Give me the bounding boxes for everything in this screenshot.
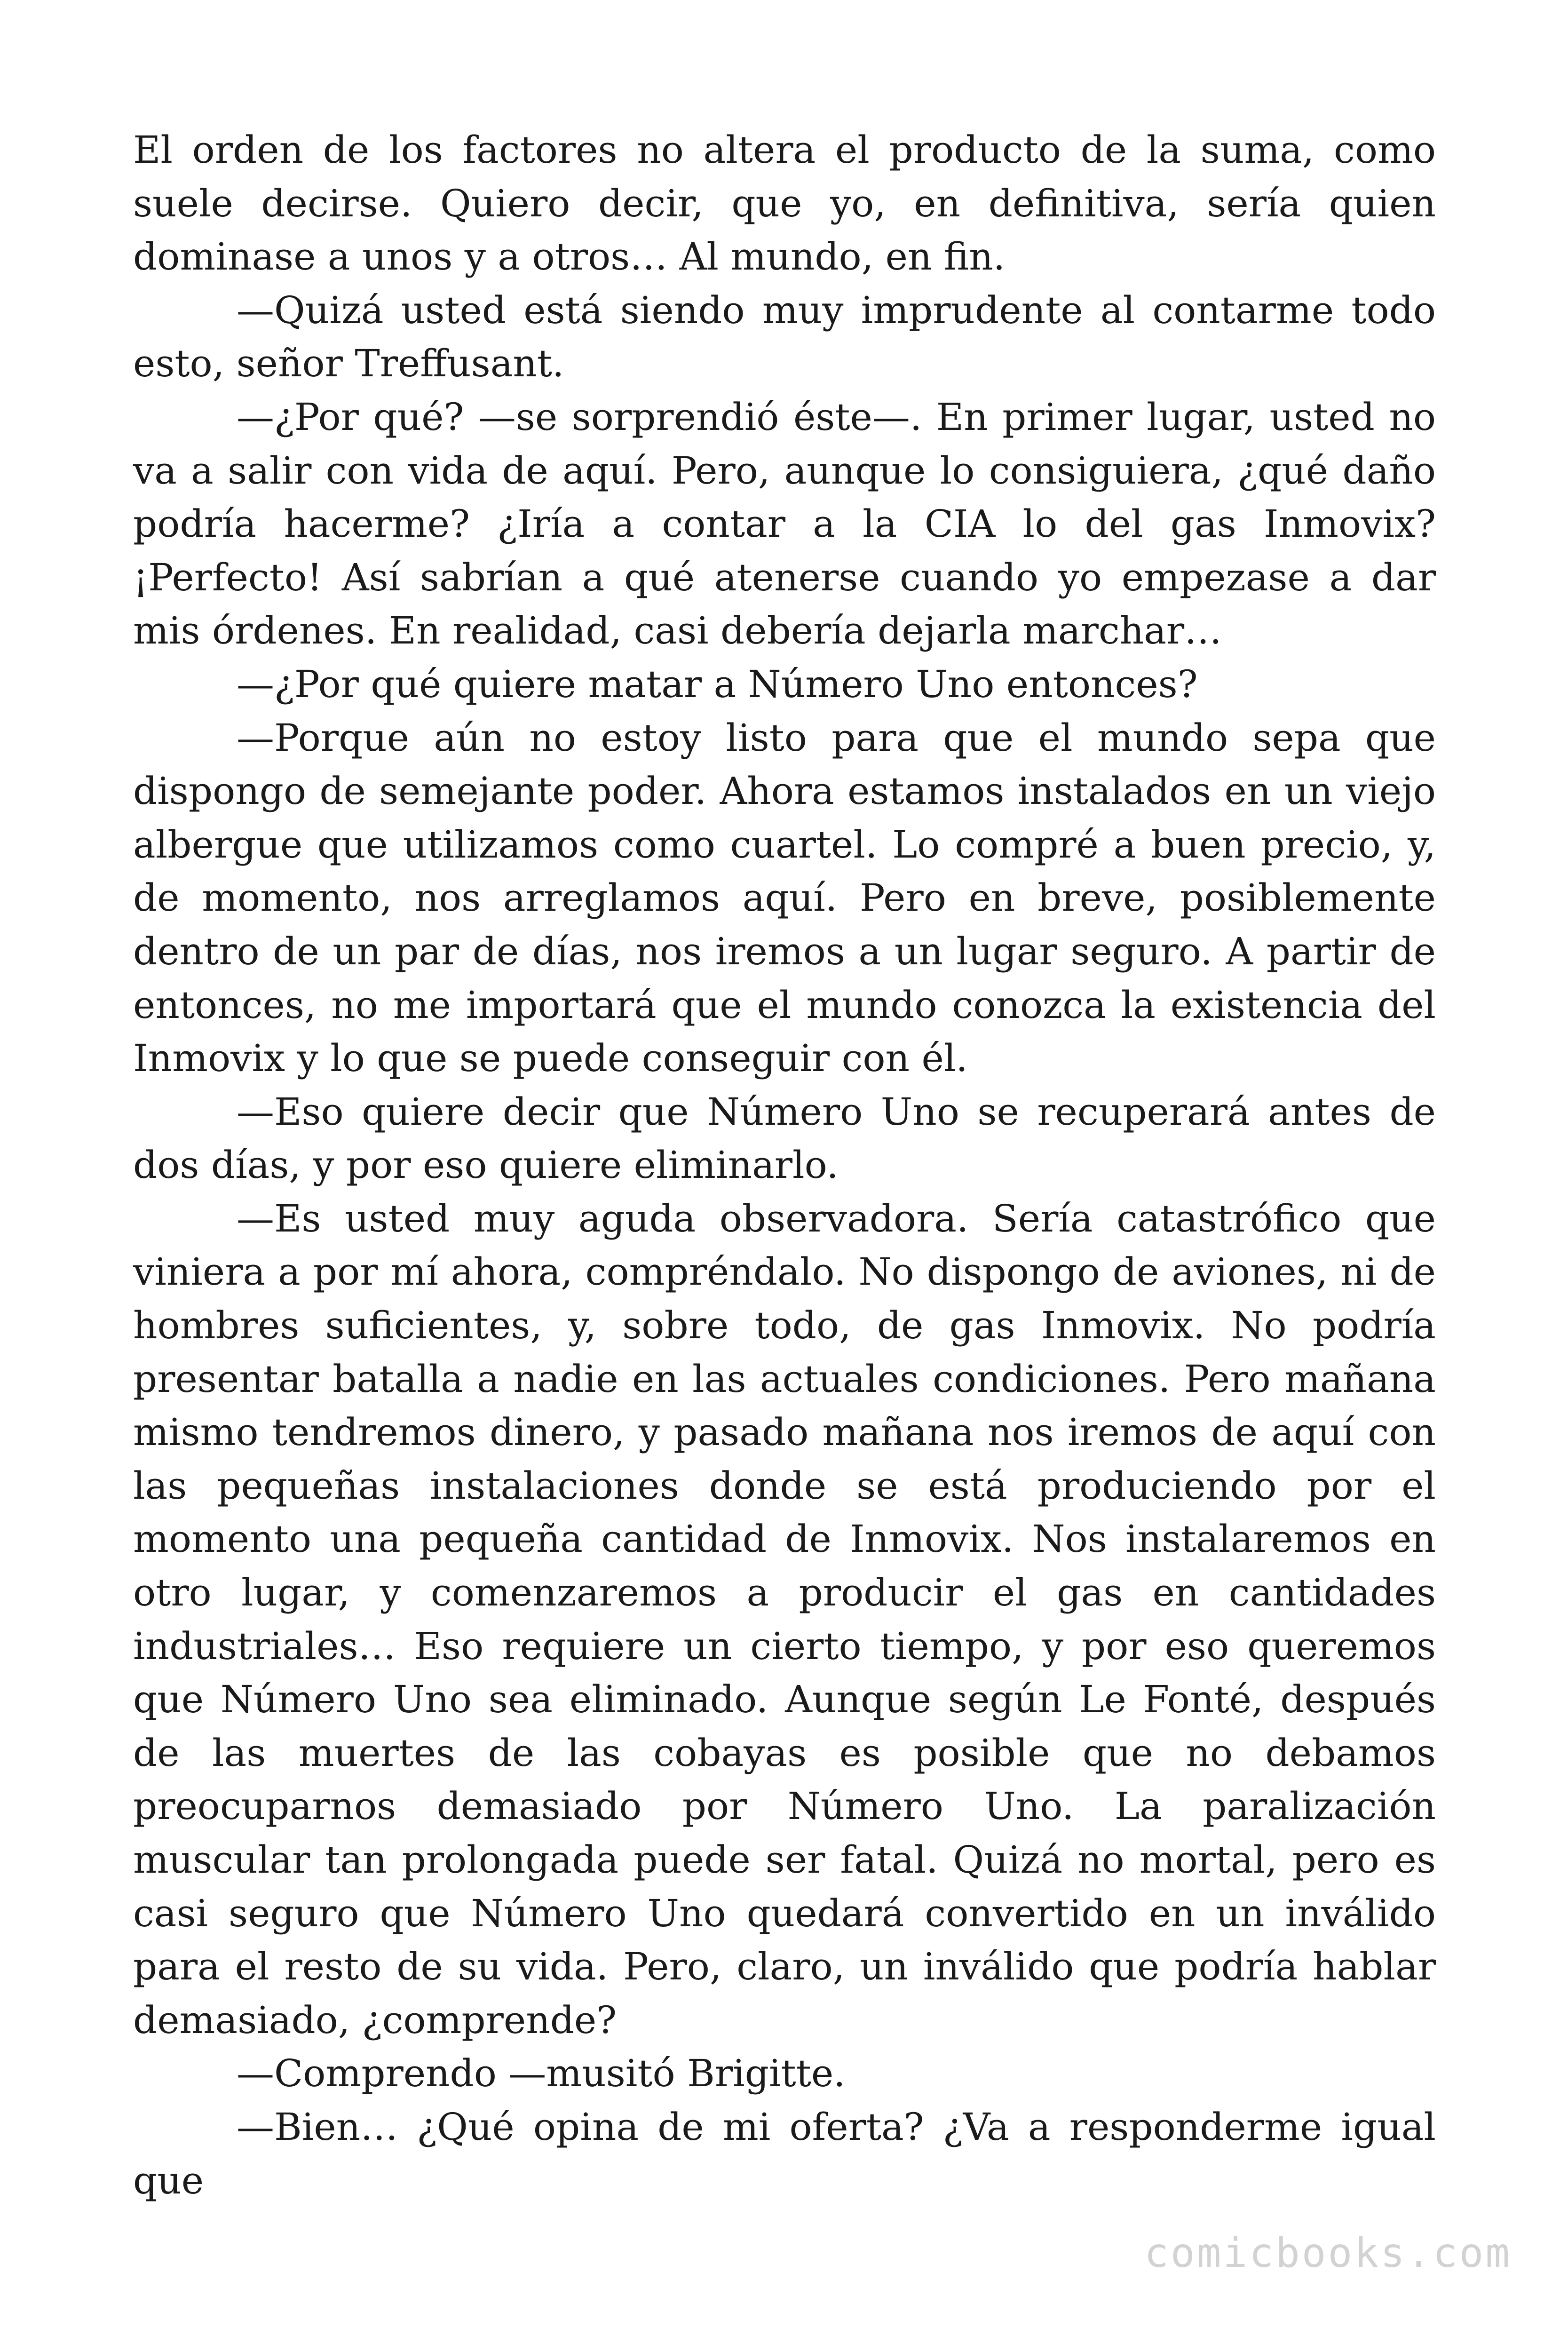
paragraph-4: —¿Por qué quiere matar a Número Uno entonces? [237,662,1198,706]
paragraph-5: —Porque aún no estoy listo para que el mundo sepa que dispongo de semejante poder. Ahora estamos instalados en un viejo albergue que utilizamos como cuartel. Lo compré a buen precio, y, de momento, nos arreglamos aquí. Pero en breve, posiblemente dentro de un par de días, nos iremos a un lugar seguro. A partir de entonces, no me importará que el mundo conozca la existencia del Inmovix y lo que se puede conseguir con él. [133,715,1436,1081]
paragraph-6: —Eso quiere decir que Número Uno se recuperará antes de dos días, y por eso quiere eliminarlo. [133,1089,1436,1187]
paragraph-2: —Quizá usted está siendo muy imprudente al contarme todo esto, señor Treffusant. [133,288,1436,386]
body-text [133,123,1436,2207]
paragraph-3: —¿Por qué? —se sorprendió éste—. En primer lugar, usted no va a salir con vida de aquí. Pero, aunque lo consiguiera, ¿qué daño podría hacerme? ¿Iría a contar a la CIA lo del gas Inmovix? ¡Perfecto! Así sabrían a qué atenerse cuando yo empezase a dar mis órdenes. En realidad, casi debería dejarla marchar… [133,395,1436,653]
paragraph-9: —Bien… ¿Qué opina de mi oferta? ¿Va a responderme igual que [133,2105,1436,2202]
paragraph-1: El orden de los factores no altera el producto de la suma, como suele decirse. Quiero decir, que yo, en definitiva, sería quien dominase a unos y a otros… Al mundo, en fin. [133,128,1436,279]
paragraph-8: —Comprendo —musitó Brigitte. [237,2051,846,2096]
watermark: comicbooks.com [1144,2230,1512,2277]
paragraph-7: —Es usted muy aguda observadora. Sería catastrófico que viniera a por mí ahora, compréndalo. No dispongo de aviones, ni de hombres suficientes, y, sobre todo, de gas Inmovix. No podría presentar batalla a nadie en las actuales condiciones. Pero mañana mismo tendremos dinero, y pasado mañana nos iremos de aquí con las pequeñas instalaciones donde se está produciendo por el momento una pequeña cantidad de Inmovix. Nos instalaremos en otro lugar, y comenzaremos a producir el gas en cantidades industriales… Eso requiere un cierto tiempo, y por eso queremos que Número Uno sea eliminado. Aunque según Le Fonté, después de las muertes de las cobayas es posible que no debamos preocuparnos demasiado por Número Uno. La paralización muscular tan prolongada puede ser fatal. Quizá no mortal, pero es casi seguro que Número Uno quedará convertido en un inválido para el resto de su vida. Pero, claro, un inválido que podría hablar demasiado, ¿comprende? [133,1196,1436,2042]
